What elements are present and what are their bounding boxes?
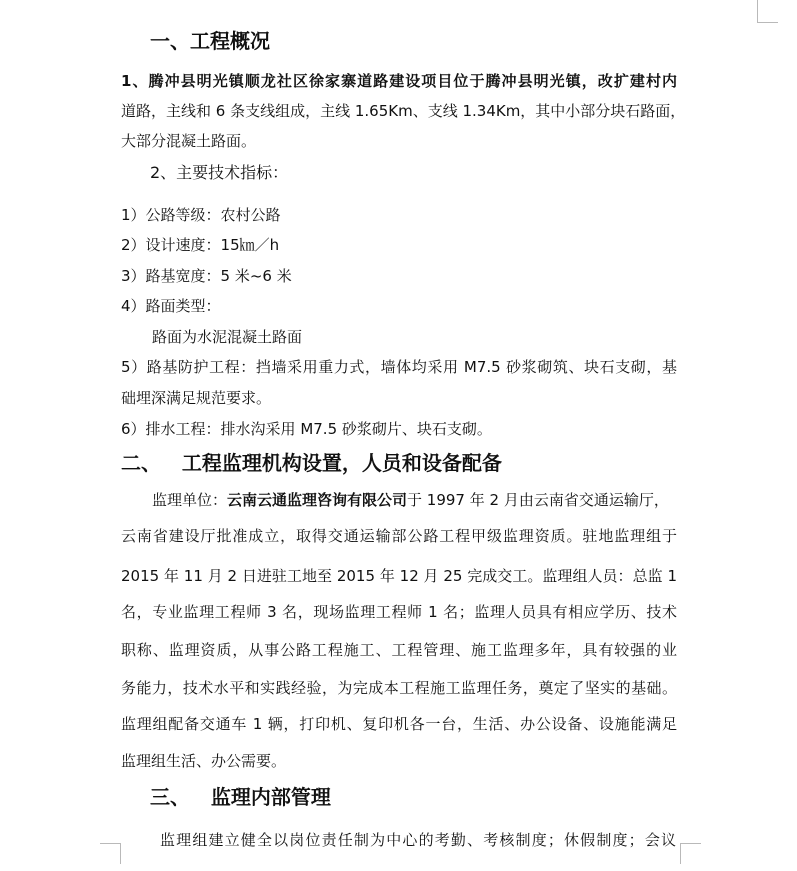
spec-subgrade-protection-line-2: 础埋深满足规范要求。: [121, 389, 272, 407]
paragraph-line: 名，专业监理工程师 3 名，现场监理工程师 1 名；监理人员具有相应学历、技术: [121, 603, 677, 621]
item-1-line-1: 1、腾冲县明光镇顺龙社区徐家寨道路建设项目位于腾冲县明光镇，改扩建村内: [121, 72, 677, 90]
spec-road-grade: 1）公路等级：农村公路: [121, 206, 281, 224]
section-3-heading: 三、 监理内部管理: [150, 785, 331, 809]
spec-design-speed: 2）设计速度：15㎞／h: [121, 236, 280, 254]
item-1-line-2: 道路，主线和 6 条支线组成，主线 1.65Km、支线 1.34Km，其中小部分块石路面，: [121, 102, 686, 120]
spec-drainage: 6）排水工程：排水沟采用 M7.5 砂浆砌片、块石支砌。: [121, 420, 492, 438]
supervision-company-name: 云南云通监理咨询有限公司: [227, 491, 408, 509]
spec-pavement-detail: 路面为水泥混凝土路面: [152, 328, 303, 346]
paragraph-line: 2015 年 11 月 2 日进驻工地至 2015 年 12 月 25 完成交工。监理组人员：总监 1: [121, 567, 677, 585]
spec-subgrade-protection-line-1: 5）路基防护工程：挡墙采用重力式，墙体均采用 M7.5 砂浆砌筑、块石支砌，基: [121, 358, 677, 376]
spec-pavement-type: 4）路面类型：: [121, 297, 221, 315]
item-2-heading: 2、主要技术指标：: [150, 163, 289, 182]
paragraph-line: 务能力，技术水平和实践经验，为完成本工程施工监理任务，奠定了坚实的基础。: [121, 679, 677, 697]
paragraph-line: 职称、监理资质，从事公路工程施工、工程管理、施工监理多年，具有较强的业: [121, 641, 677, 659]
section-2-heading: 二、 工程监理机构设置，人员和设备配备: [121, 451, 502, 475]
supervision-unit-line: [152, 490, 669, 510]
page-corner-mark-bottom-right: [680, 843, 701, 864]
internal-management-line-1: 监理组建立健全以岗位责任制为中心的考勤、考核制度；休假制度；会议: [160, 831, 676, 849]
paragraph-line: 监理组生活、办公需要。: [121, 752, 287, 770]
spec-subgrade-width: 3）路基宽度：5 米~6 米: [121, 267, 292, 285]
page-corner-mark-bottom-left: [100, 843, 121, 864]
supervision-unit-founding: 于 1997 年 2 月由云南省交通运输厅，: [407, 491, 669, 509]
item-1-line-3: 大部分混凝土路面。: [121, 132, 257, 150]
paragraph-line: 云南省建设厅批准成立，取得交通运输部公路工程甲级监理资质。驻地监理组于: [121, 527, 677, 545]
paragraph-line: 监理组配备交通车 1 辆，打印机、复印机各一台，生活、办公设备、设施能满足: [121, 715, 677, 733]
page-corner-mark-top-right: [757, 0, 778, 23]
section-1-heading: 一、工程概况: [150, 29, 270, 53]
supervision-unit-label: 监理单位：: [152, 491, 228, 509]
